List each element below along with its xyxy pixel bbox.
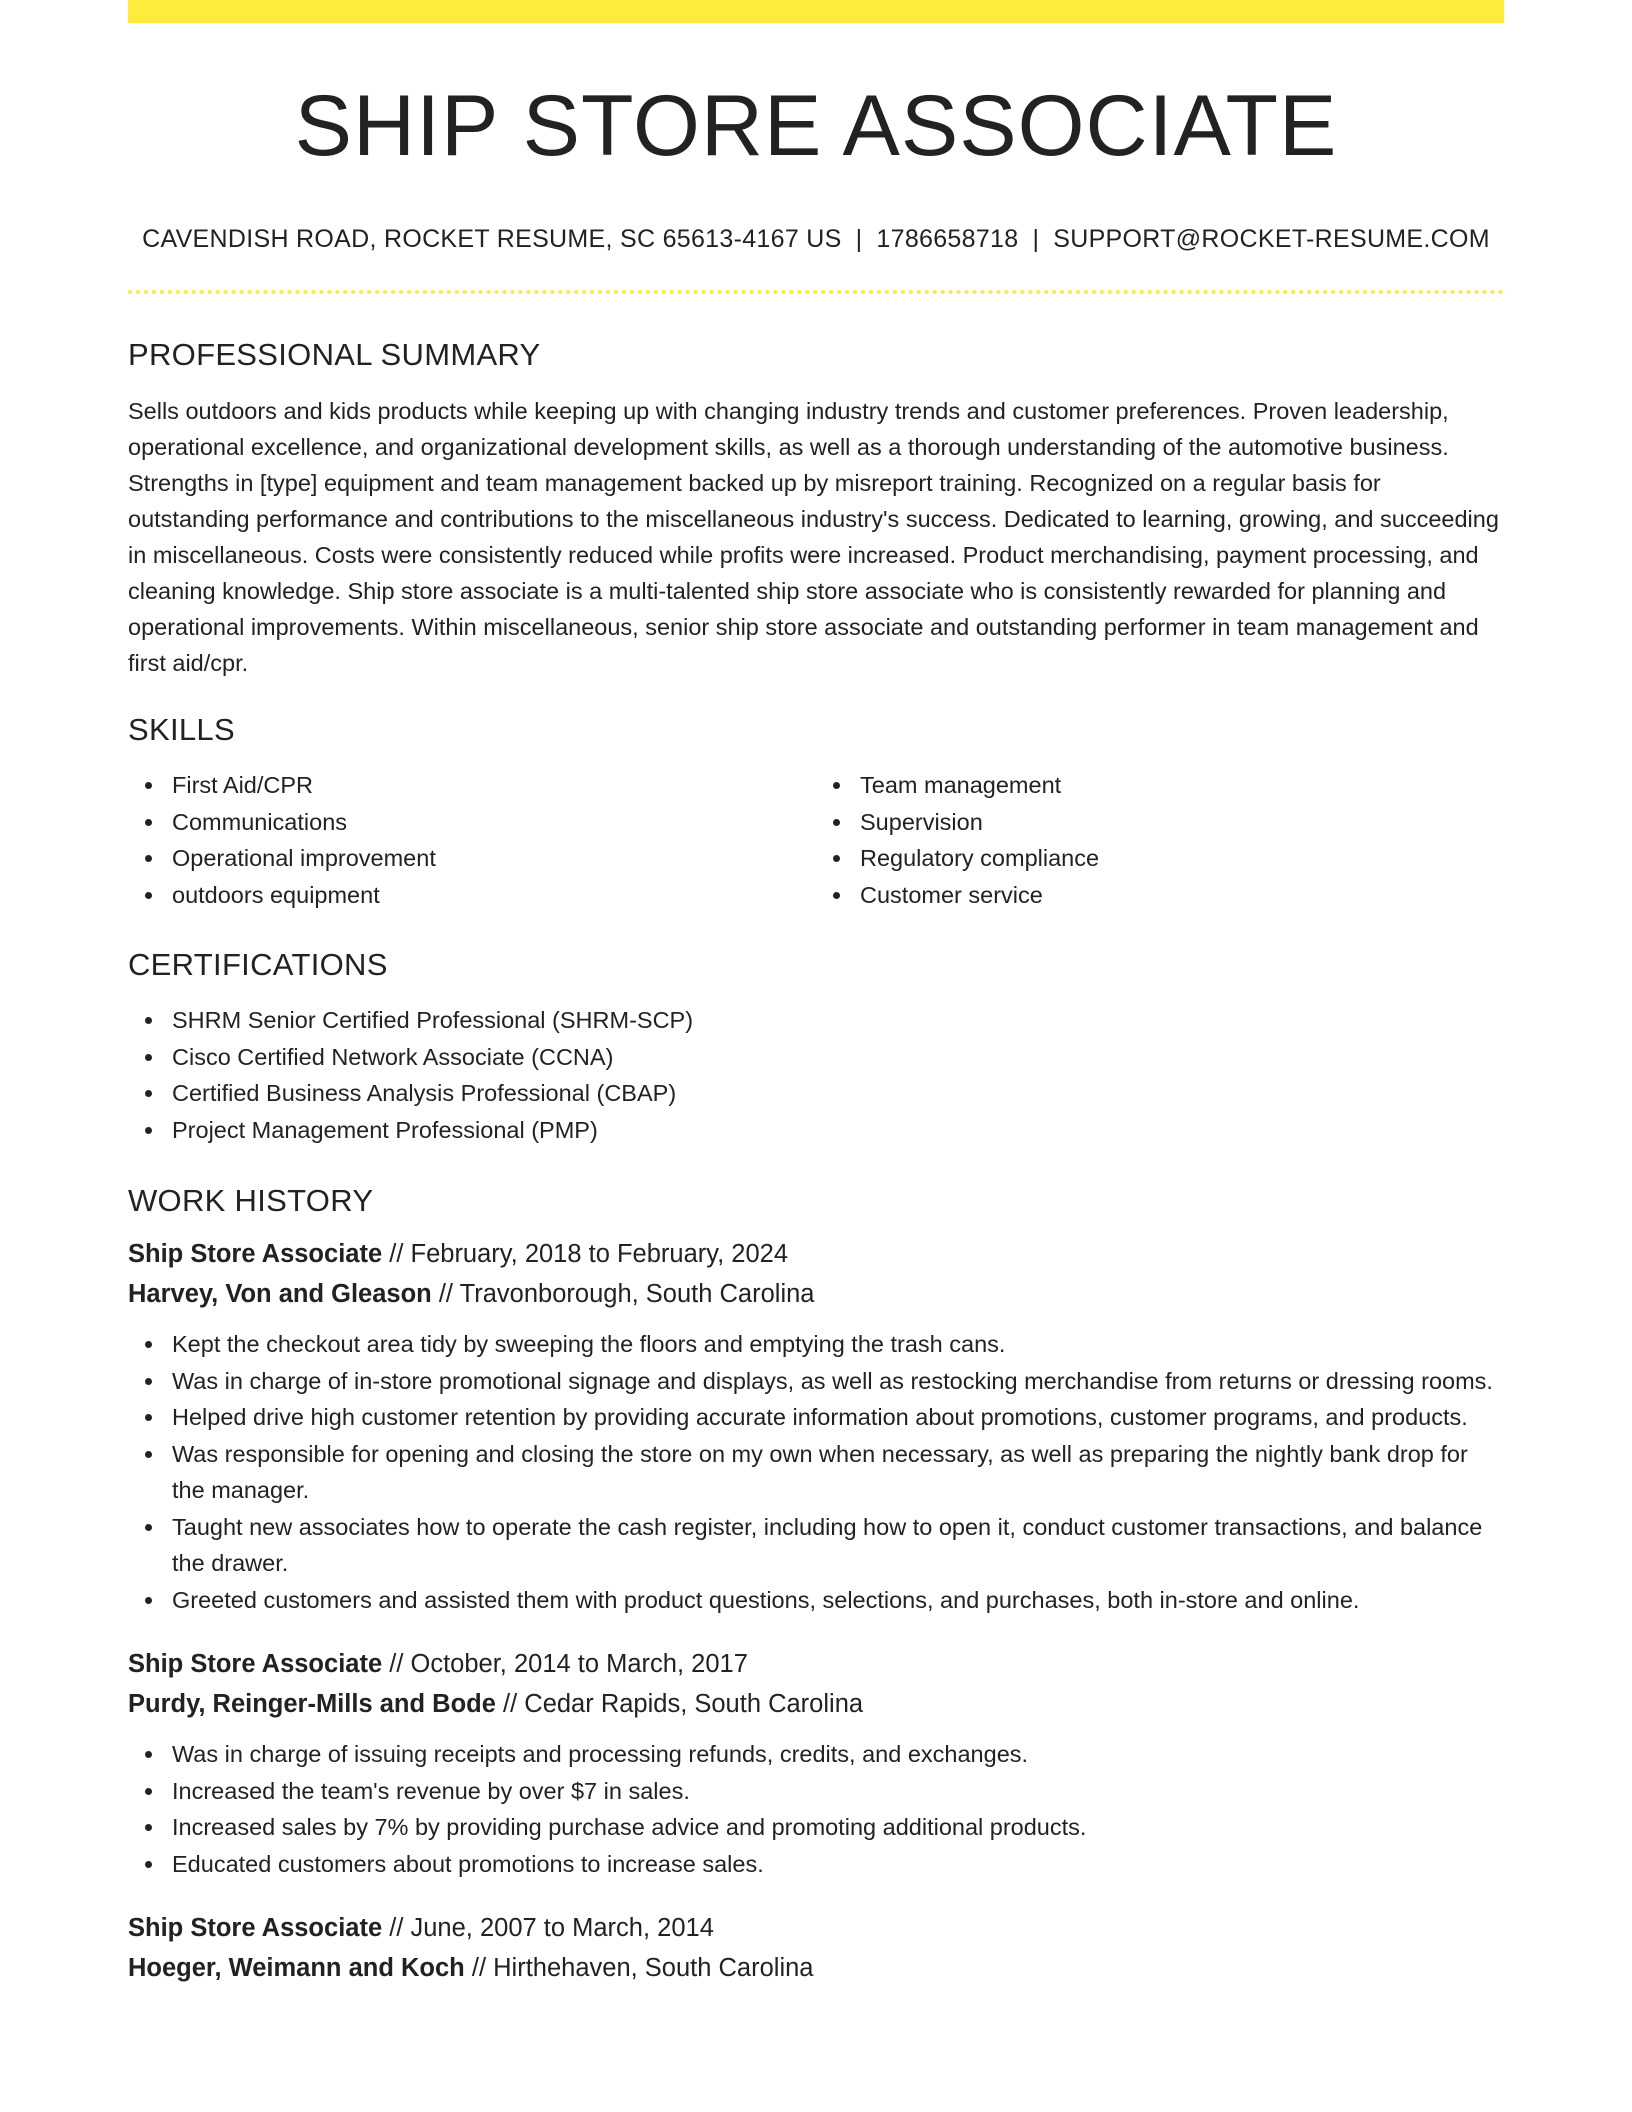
job-location: Cedar Rapids, South Carolina <box>524 1690 864 1718</box>
job-dates: June, 2007 to March, 2014 <box>410 1914 714 1942</box>
job-title: Ship Store Associate <box>128 1914 383 1942</box>
job-title-line <box>128 1644 1504 1684</box>
contact-separator: | <box>1032 225 1040 253</box>
skills-heading: SKILLS <box>128 712 235 747</box>
contact-separator: | <box>855 225 863 253</box>
job-company-line <box>128 1948 1504 1988</box>
skill-item: First Aid/CPR <box>172 767 816 804</box>
job-bullet: Taught new associates how to operate the cash register, including how to open it, conduct customer transactions, and balance the drawer. <box>172 1509 1504 1582</box>
job-separator: // <box>389 1914 404 1942</box>
job-bullet: Was in charge of in-store promotional signage and displays, as well as restocking merchandise from returns or dressing rooms. <box>172 1363 1504 1400</box>
certification-item: SHRM Senior Certified Professional (SHRM-SCP) <box>172 1002 1504 1039</box>
job-location: Travonborough, South Carolina <box>459 1280 815 1308</box>
job-entry <box>128 1644 1504 1882</box>
contact-phone: 1786658718 <box>876 225 1019 253</box>
certification-item: Certified Business Analysis Professional (CBAP) <box>172 1075 1504 1112</box>
job-bullet: Was in charge of issuing receipts and processing refunds, credits, and exchanges. <box>172 1736 1504 1773</box>
contact-email: SUPPORT@ROCKET-RESUME.COM <box>1053 225 1490 253</box>
job-bullet: Was responsible for opening and closing the store on my own when necessary, as well as preparing the nightly bank drop for the manager. <box>172 1436 1504 1509</box>
summary-section <box>128 339 1504 681</box>
job-location: Hirthehaven, South Carolina <box>493 1954 814 1982</box>
job-entry <box>128 1234 1504 1618</box>
job-title: Ship Store Associate <box>128 1240 383 1268</box>
job-separator: // <box>471 1954 487 1982</box>
job-separator: // <box>503 1690 518 1718</box>
job-bullet: Kept the checkout area tidy by sweeping the floors and emptying the trash cans. <box>172 1326 1504 1363</box>
skill-item: Supervision <box>860 804 1504 841</box>
contact-line <box>128 227 1504 252</box>
job-bullet: Increased sales by 7% by providing purchase advice and promoting additional products. <box>172 1809 1504 1846</box>
job-entry <box>128 1908 1504 1988</box>
job-company-line <box>128 1274 1504 1314</box>
job-company-line <box>128 1684 1504 1724</box>
skill-item: Regulatory compliance <box>860 840 1504 877</box>
job-bullet-list <box>128 1326 1504 1618</box>
job-title-line <box>128 1234 1504 1274</box>
job-bullet: Greeted customers and assisted them with product questions, selections, and purchases, both in-store and online. <box>172 1582 1504 1619</box>
job-company: Hoeger, Weimann and Koch <box>128 1954 465 1982</box>
skill-item: outdoors equipment <box>172 877 816 914</box>
certifications-list <box>128 1002 1504 1148</box>
certifications-heading: CERTIFICATIONS <box>128 947 388 982</box>
job-separator: // <box>389 1240 404 1268</box>
job-title-line <box>128 1908 1504 1948</box>
certification-item: Project Management Professional (PMP) <box>172 1112 1504 1149</box>
work-history-heading: WORK HISTORY <box>128 1183 374 1218</box>
skills-section <box>128 714 1504 913</box>
certifications-section <box>128 949 1504 1148</box>
job-separator: // <box>389 1650 404 1678</box>
skills-grid <box>128 767 1504 913</box>
contact-address: CAVENDISH ROAD, ROCKET RESUME, SC 65613-4167 US <box>142 225 842 253</box>
job-bullet-list <box>128 1736 1504 1882</box>
work-history-section <box>128 1185 1504 1988</box>
skills-right-list <box>816 767 1504 913</box>
resume-page <box>128 0 1504 1988</box>
job-title: Ship Store Associate <box>128 1650 383 1678</box>
job-dates: October, 2014 to March, 2017 <box>410 1650 748 1678</box>
certification-item: Cisco Certified Network Associate (CCNA) <box>172 1039 1504 1076</box>
job-company: Harvey, Von and Gleason <box>128 1280 432 1308</box>
job-bullet: Increased the team's revenue by over $7 in sales. <box>172 1773 1504 1810</box>
accent-bar <box>128 0 1504 23</box>
job-bullet: Helped drive high customer retention by providing accurate information about promotions, customer programs, and products. <box>172 1399 1504 1436</box>
skill-item: Communications <box>172 804 816 841</box>
summary-text: Sells outdoors and kids products while keeping up with changing industry trends and customer preferences. Proven leadership, operational excellence, and organizational development skills, as well as a thorough understanding of the automotive business. Strengths in [type] equipment and team management backed up by misreport training. Recognized on a regular basis for outstanding performance and contributions to the miscellaneous industry's success. Dedicated to learning, growing, and succeeding in miscellaneous. Costs were consistently reduced while profits were increased. Product merchandising, payment processing, and cleaning knowledge. Ship store associate is a multi-talented ship store associate who is consistently rewarded for planning and operational improvements. Within miscellaneous, senior ship store associate and outstanding performer in team management and first aid/cpr. <box>128 398 1499 676</box>
skill-item: Customer service <box>860 877 1504 914</box>
job-company: Purdy, Reinger-Mills and Bode <box>128 1690 496 1718</box>
resume-title: SHIP STORE ASSOCIATE <box>294 78 1338 174</box>
summary-heading: PROFESSIONAL SUMMARY <box>128 337 541 372</box>
dotted-divider <box>128 290 1504 294</box>
job-dates: February, 2018 to February, 2024 <box>410 1240 789 1268</box>
skill-item: Operational improvement <box>172 840 816 877</box>
skills-left-list <box>128 767 816 913</box>
job-bullet: Educated customers about promotions to increase sales. <box>172 1846 1504 1883</box>
skill-item: Team management <box>860 767 1504 804</box>
job-separator: // <box>438 1280 453 1308</box>
